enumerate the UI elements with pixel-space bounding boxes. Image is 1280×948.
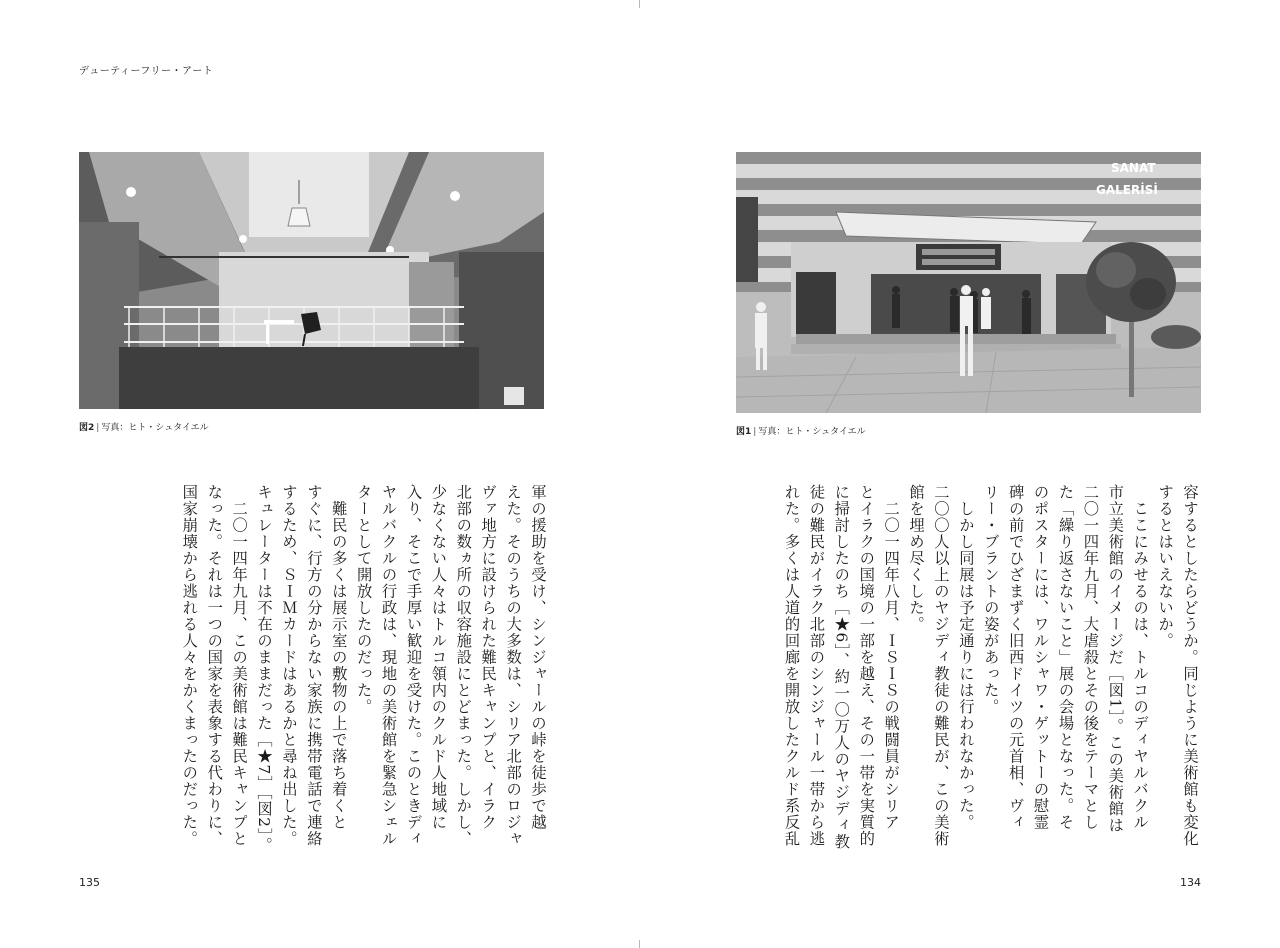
text-column: 軍の援助を受け、シンジャールの峠を徒歩で越 bbox=[529, 484, 547, 831]
text-column: 容するとしたらどうか。同じように美術館も変化 bbox=[1181, 484, 1199, 847]
text-column: 難民の多くは展示室の敷物の上で落ち着くと bbox=[329, 484, 348, 831]
text-column: 徒の難民がイラク北部のシンジャール一帯から逃 bbox=[807, 484, 826, 847]
text-column: 館を埋め尽くした。 bbox=[907, 484, 926, 633]
text-column: れた。多くは人道的回廊を開放したクルド系反乱 bbox=[782, 484, 801, 847]
text-column: 碑の前でひざまずく旧西ドイツの元首相、ヴィ bbox=[1006, 484, 1025, 831]
text-column: しかし同展は予定通りには行われなかった。 bbox=[956, 484, 975, 831]
text-column: ターとして開放したのだった。 bbox=[354, 484, 373, 715]
text-column: なった。それは一つの国家を表象する代わりに、 bbox=[205, 484, 224, 847]
text-column: リー・ブラントの姿があった。 bbox=[981, 484, 1000, 715]
text-column: た「繰り返さないこと」展の会場となった。そ bbox=[1056, 484, 1075, 831]
text-column: 国家崩壊から逃れる人々をかくまったのだった。 bbox=[180, 484, 199, 847]
text-column: 入り、そこで手厚い歓迎を受けた。このときディ bbox=[404, 484, 423, 847]
text-column: ヴァ地方に設けられた難民キャンプと、イラク bbox=[479, 484, 498, 831]
gutter-trim-mark-bottom bbox=[639, 940, 640, 948]
text-column: 二〇一四年九月、大虐殺とその後をテーマとし bbox=[1081, 484, 1100, 831]
text-column: ヤルバクルの行政は、現地の美術館を緊急シェル bbox=[379, 484, 398, 847]
text-column: 市立美術館のイメージだ［図1］。この美術館は bbox=[1106, 484, 1125, 834]
sign-text-galerisi: GALERİSİ bbox=[1096, 183, 1158, 197]
text-column: 二〇一四年九月、この美術館は難民キャンプと bbox=[230, 484, 249, 847]
text-column: えた。そのうちの大多数は、シリア北部のロジャ bbox=[504, 484, 523, 847]
page-number-right: 134 bbox=[1180, 876, 1201, 889]
running-head: デューティーフリー・アート bbox=[79, 66, 214, 77]
sign-text-sanat: SANAT bbox=[1111, 161, 1156, 175]
text-column: 二〇一四年八月、ＩＳＩＳの戦闘員がシリア bbox=[882, 484, 901, 831]
text-column: 二〇〇人以上のヤジディ教徒の難民が、この美術 bbox=[931, 484, 950, 847]
text-column: するため、ＳＩＭカードはあるかと尋ね出した。 bbox=[279, 484, 298, 847]
text-column: キュレーターは不在のままだった［★7］［図2］。 bbox=[255, 484, 274, 854]
text-column: ここにみせるのは、トルコのディヤルバクル bbox=[1131, 484, 1150, 831]
gutter-trim-mark-top bbox=[639, 0, 640, 8]
text-column: とイラクの国境の一部を越え、その一帯を実質的 bbox=[857, 484, 876, 847]
figure-1-label: 図1 bbox=[736, 427, 752, 437]
figure-2-credit: 写真：ヒト・シュタイエル bbox=[101, 423, 209, 433]
text-column: するとはいえないか。 bbox=[1156, 484, 1175, 649]
text-column: 少なくない人々はトルコ領内のクルド人地域に bbox=[429, 484, 448, 831]
text-column: すぐに、行方の分からない家族に携帯電話で連絡 bbox=[304, 484, 323, 847]
figure-1-credit: 写真：ヒト・シュタイエル bbox=[758, 427, 866, 437]
text-column: のポスターには、ワルシャワ・ゲットーの慰霊 bbox=[1031, 484, 1050, 831]
right-page-body-text bbox=[732, 484, 1202, 864]
figure-1-caption: 図1 | 写真：ヒト・シュタイエル bbox=[736, 427, 866, 437]
figure-2-caption: 図2 | 写真：ヒト・シュタイエル bbox=[79, 423, 209, 433]
figure-2-label: 図2 bbox=[79, 423, 95, 433]
text-column: に掃討したのち［★6］、約一〇万人のヤジディ教 bbox=[832, 484, 851, 851]
figure-1-photo bbox=[736, 152, 1201, 413]
page-number-left: 135 bbox=[79, 876, 100, 889]
left-page-body-text bbox=[130, 484, 550, 864]
figure-2-photo bbox=[79, 152, 544, 409]
text-column: 北部の数ヵ所の収容施設にとどまった。しかし、 bbox=[454, 484, 473, 847]
